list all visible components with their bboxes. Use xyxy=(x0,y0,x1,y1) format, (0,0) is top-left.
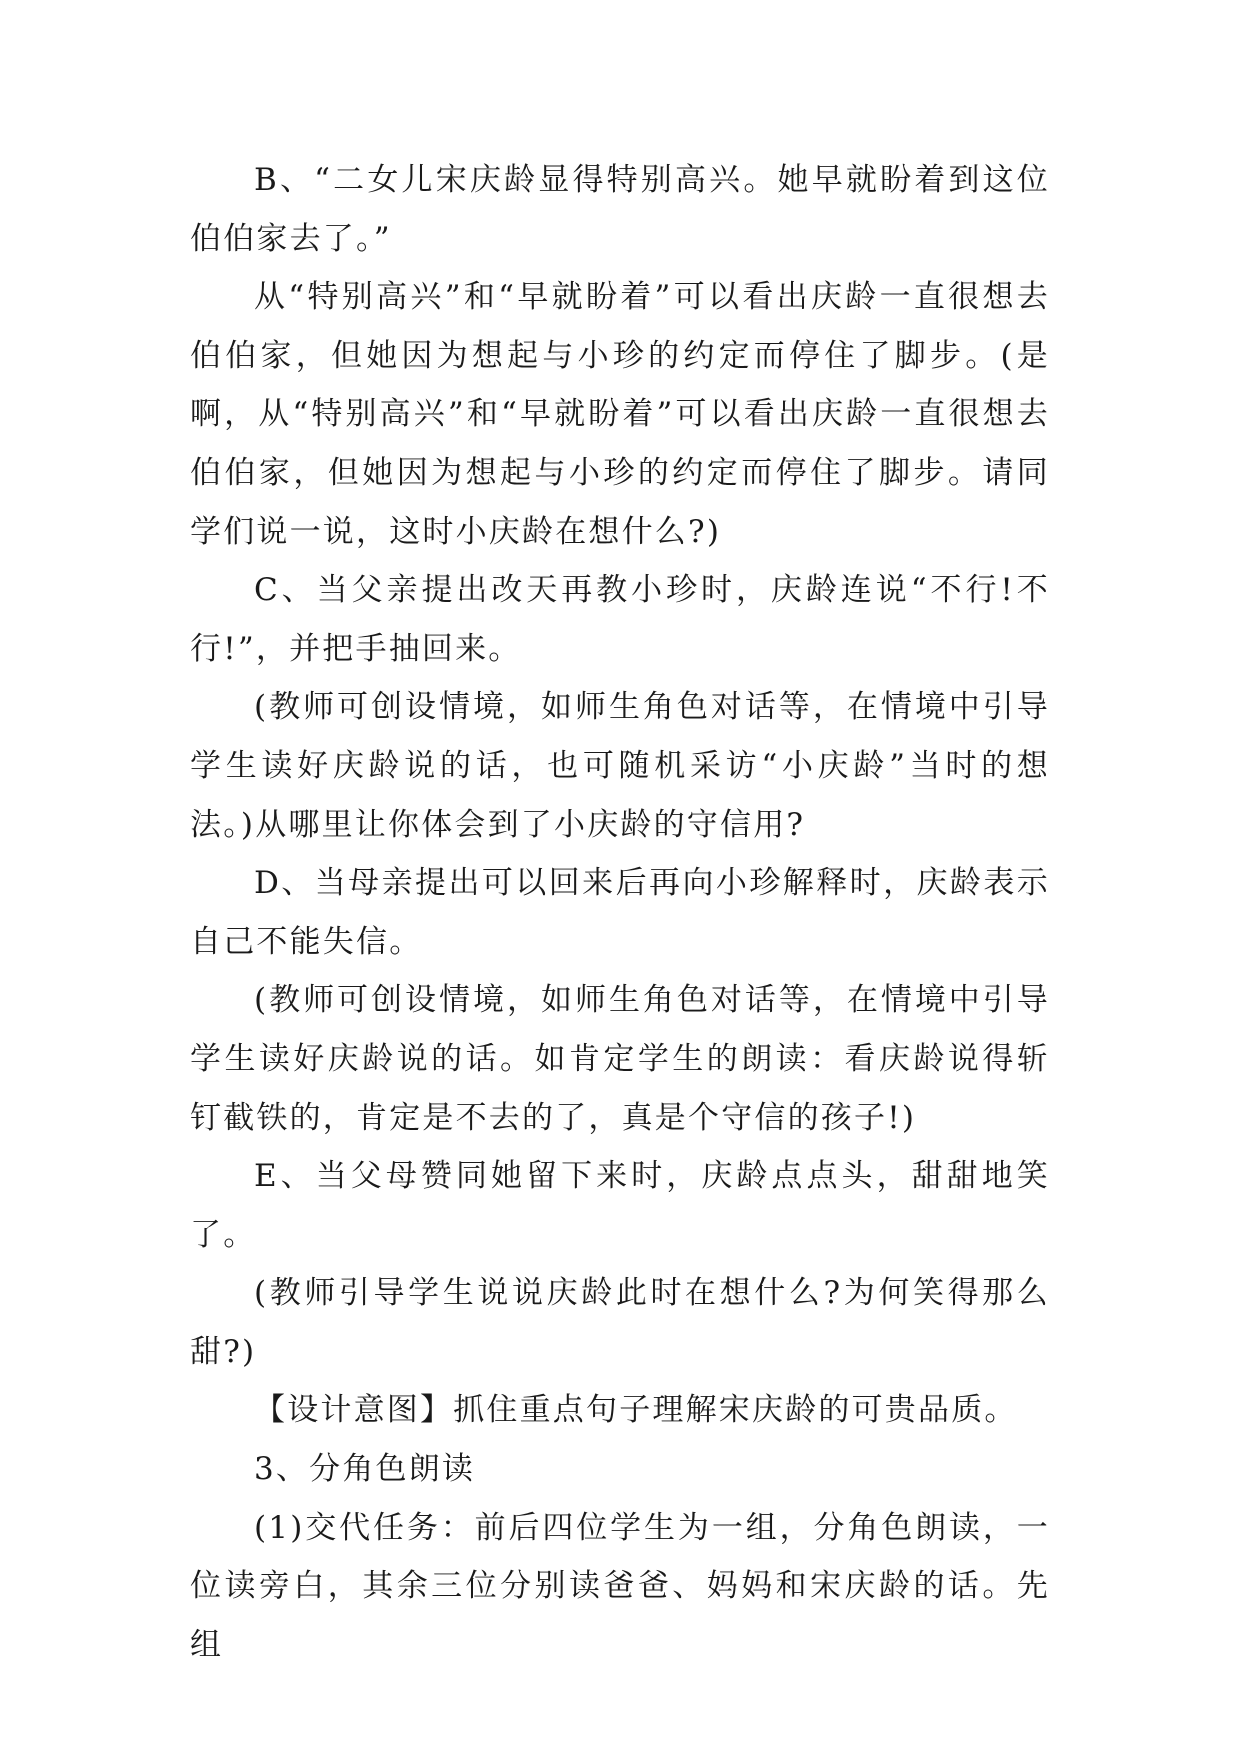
paragraph-analysis: 从“特别高兴”和“早就盼着”可以看出庆龄一直很想去伯伯家，但她因为想起与小珍的约定而停住了脚步。(是啊，从“特别高兴”和“早就盼着”可以看出庆龄一直很想去伯伯家，但她因为想起与小珍的约定而停住了脚步。请同学们说一说，这时小庆龄在想什么?) xyxy=(190,279,1050,550)
paragraph-teacher-note-2: (教师可创设情境，如师生角色对话等，在情境中引导学生读好庆龄说的话。如肯定学生的朗读：看庆龄说得斩钉截铁的，肯定是不去的了，真是个守信的孩子!) xyxy=(190,982,1050,1136)
paragraph-e-parents: E、当父母赞同她留下来时，庆龄点点头，甜甜地笑了。 xyxy=(190,1158,1050,1253)
paragraph-c-father: C、当父亲提出改天再教小珍时，庆龄连说“不行!不行!”，并把手抽回来。 xyxy=(190,572,1050,667)
paragraph-teacher-note-3: (教师引导学生说说庆龄此时在想什么?为何笑得那么甜?) xyxy=(190,1275,1050,1370)
paragraph-task-assignment: (1)交代任务：前后四位学生为一组，分角色朗读，一位读旁白，其余三位分别读爸爸、妈妈和宋庆龄的话。先组 xyxy=(190,1509,1050,1663)
paragraph-design-intent: 【设计意图】抓住重点句子理解宋庆龄的可贵品质。 xyxy=(254,1392,1018,1429)
paragraph-teacher-note-1: (教师可创设情境，如师生角色对话等，在情境中引导学生读好庆龄说的话，也可随机采访“小庆龄”当时的想法。)从哪里让你体会到了小庆龄的守信用? xyxy=(190,689,1050,843)
paragraph-d-mother: D、当母亲提出可以回来后再向小珍解释时，庆龄表示自己不能失信。 xyxy=(190,865,1050,960)
section-heading-role-reading: 3、分角色朗读 xyxy=(254,1451,476,1488)
document-body xyxy=(190,151,1050,1674)
paragraph-b-quote: B、“二女儿宋庆龄显得特别高兴。她早就盼着到这位伯伯家去了。” xyxy=(190,162,1050,257)
